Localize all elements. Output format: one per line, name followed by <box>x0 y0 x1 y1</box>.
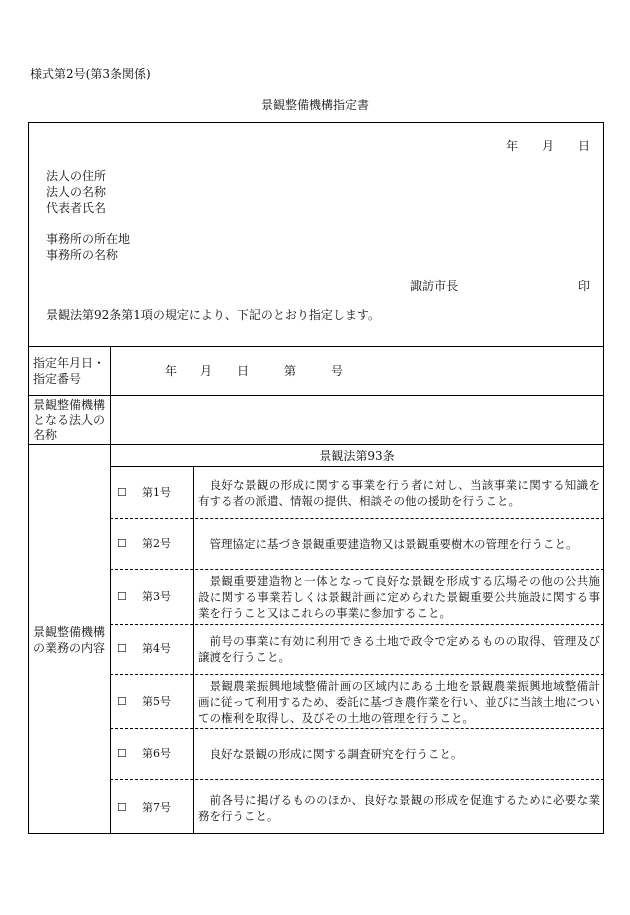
item-4-checkbox[interactable]: ☐ <box>117 642 127 655</box>
item-5-text: 景観農業振興地域整備計画の区域内にある土地を景観農業振興地域整備計画に従って利用するため、委託に基づき農作業を行い、並びに当該土地についての権利を取得し、及びその土地の管理を行うこと。 <box>198 679 600 725</box>
item-4-text: 前号の事業に有効に利用できる土地で政令で定めるものの取得、管理及び譲渡を行うこと。 <box>198 634 600 664</box>
item-2-number: 第2号 <box>142 537 171 550</box>
item-5-number: 第5号 <box>142 695 171 708</box>
date-year-label: 年 <box>506 139 519 153</box>
law-heading: 景観法第93条 <box>319 449 395 463</box>
item-6-checkbox[interactable]: ☐ <box>117 747 127 760</box>
designation-day: 日 <box>237 364 250 378</box>
item-2-text: 管理協定に基づき景観重要建造物又は景観重要樹木の管理を行うこと。 <box>209 537 578 551</box>
statement: 景観法第92条第1項の規定により、下記のとおり指定します。 <box>46 308 380 322</box>
item-6-text: 良好な景観の形成に関する調査研究を行うこと。 <box>209 747 463 761</box>
corp-address-label: 法人の住所 <box>46 169 107 183</box>
item-1-text: 良好な景観の形成に関する事業を行う者に対し、当該事業に関する知識を有する者の派遣、情報の提供、相談その他の援助を行うこと。 <box>198 478 600 508</box>
item-3-text: 景観重要建造物と一体となって良好な景観を形成する広場その他の公共施設に関する事業若しくは景観計画に定められた景観重要公共施設に関する事業を行うこと又はこれらの事業に参加すること。 <box>198 574 600 620</box>
item-6-number: 第6号 <box>142 747 171 760</box>
date-month-label: 月 <box>542 139 555 153</box>
item-7-text: 前各号に掲げるもののほか、良好な景観の形成を促進するために必要な業務を行うこと。 <box>198 793 600 823</box>
designation-number-prefix: 第 <box>284 364 297 378</box>
item-4-number: 第4号 <box>142 642 171 655</box>
business-label-line2: の業務の内容 <box>33 641 106 655</box>
office-address-label: 事務所の所在地 <box>46 232 131 246</box>
designation-label-line1: 指定年月日・ <box>33 356 106 370</box>
item-1-number: 第1号 <box>142 486 171 499</box>
corp-name-label: 法人の名称 <box>46 185 107 199</box>
item-2-checkbox[interactable]: ☐ <box>117 537 127 550</box>
item-7-checkbox[interactable]: ☐ <box>117 801 127 814</box>
document-title: 景観整備機構指定書 <box>260 98 369 112</box>
organization-label-line2: となる法人の <box>33 413 106 427</box>
business-label-line1: 景観整備機構 <box>33 625 106 639</box>
item-5-checkbox[interactable]: ☐ <box>117 695 127 708</box>
seal-mark: 印 <box>578 279 591 293</box>
organization-label-line3: 名称 <box>33 428 58 442</box>
item-7-number: 第7号 <box>142 801 171 814</box>
designation-number-suffix: 号 <box>331 364 344 378</box>
designation-label-line2: 指定番号 <box>33 372 82 386</box>
date-day-label: 日 <box>578 139 591 153</box>
item-1-checkbox[interactable]: ☐ <box>117 486 127 499</box>
item-3-number: 第3号 <box>142 590 171 603</box>
item-3-checkbox[interactable]: ☐ <box>117 590 127 603</box>
designation-year: 年 <box>165 364 178 378</box>
designation-month: 月 <box>200 364 213 378</box>
organization-label-line1: 景観整備機構 <box>33 398 106 412</box>
office-name-label: 事務所の名称 <box>46 248 119 262</box>
form-number: 様式第2号(第3条関係) <box>30 67 151 81</box>
representative-label: 代表者氏名 <box>46 201 107 215</box>
issuer-label: 諏訪市長 <box>410 279 459 293</box>
